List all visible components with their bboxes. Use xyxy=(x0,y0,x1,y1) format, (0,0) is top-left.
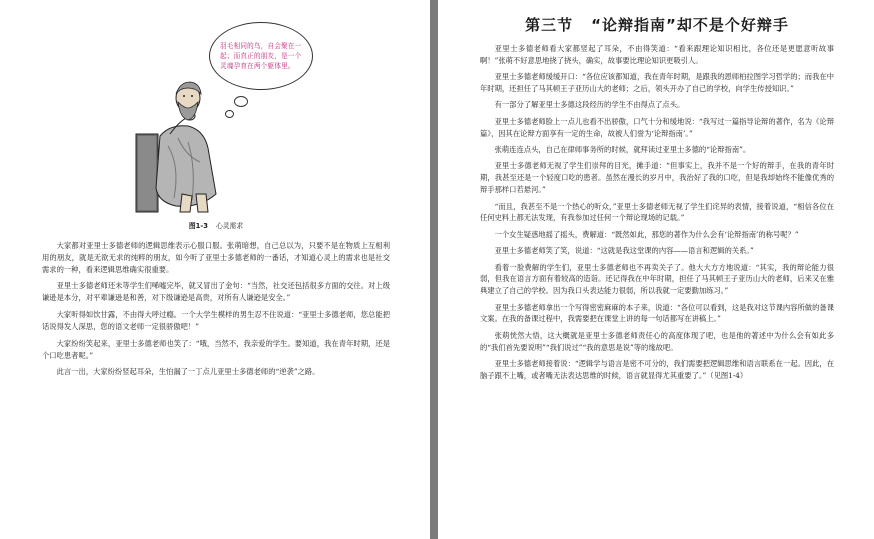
right-paragraph-8: 一个女生疑惑地摇了摇头，费解道：“既然如此，那您的著作为什么会有‘论辩指南’的称号呢？” xyxy=(494,229,799,239)
figure-title: 心灵需求 xyxy=(215,222,244,230)
right-paragraph-2: 亚里士多德老师缓缓开口：“各位应该都知道，我在青年时期，是跟我的恩师柏拉图学习哲学的；而我在中年时期，还担任了马其顿王子亚历山大的老师；之后，领头开办了自己的学校，向学生传授知识。” xyxy=(480,72,834,94)
right-paragraph-11: 亚里士多德老师拿出一个写得密密麻麻的本子来，说道：“各位可以看到，这是我对这节课内容所做的备课文案。在我的备课过程中，我需要把在课堂上讲的每一句话都写在讲稿上。” xyxy=(480,302,834,324)
section-title: “论辩指南”却不是个好辩手 xyxy=(591,16,789,34)
section-number: 第三节 xyxy=(525,16,574,34)
right-paragraph-9: 亚里士多德老师笑了笑，说道：“这就是我这堂课的内容——语言和逻辑的关系。” xyxy=(494,246,754,256)
left-paragraph-5: 此言一出，大家纷纷竖起耳朵，生怕漏了一丁点儿亚里士多德老师的“逆袭”之路。 xyxy=(56,367,320,377)
figure-label: 图1-3 xyxy=(188,222,208,230)
section-heading xyxy=(480,14,834,35)
right-paragraph-4: 亚里士多德老师脸上一点儿也看不出骄傲，口气十分和缓地说：“我写过一篇指导论辩的著作，名为《论辩篇》，因其在论辩方面享有一定的生命，故被人们誉为‘论辩指南’。” xyxy=(480,116,834,138)
aristotle-drawing xyxy=(130,76,240,216)
figure-illustration xyxy=(42,16,390,216)
right-paragraph-12: 张萌恍然大悟，这大概就是亚里士多德老师责任心的高度体现了吧，也是他的著述中为什么会有如此多的“我们首先要说明”“我们说过”“我的意思是说”等的缘故吧。 xyxy=(480,330,834,352)
left-paragraph-1: 大家都对亚里士多德老师的逻辑思维表示心服口服。张萌暗想，自己总以为，只要不是在物质上互相利用的朋友，就是无欲无求的纯粹的朋友，如今听了亚里士多德老师的一番话，才知道心灵上的需求也是社交需求的一种，看来逻辑思维确实很重要。 xyxy=(42,241,390,274)
right-paragraph-7: “而且，我甚至不是一个热心的听众，”亚里士多德老师无视了学生们诧异的表情，接着说道，“相信各位在任何史料上都无法发现，有我参加过任何一个辩论现场的记载。” xyxy=(480,201,834,223)
right-paragraph-6: 亚里士多德老师无视了学生们崇拜的目光，摊手道：“但事实上，我并不是一个好的辩手，在我的青年时期，我甚至还是一个轻度口吃的患者。虽然在漫长的岁月中，我治好了我的口吃，但是我却始终不能像优秀的辩手那样口若悬河。” xyxy=(480,161,834,195)
left-page xyxy=(0,0,430,539)
left-paragraph-4: 大家纷纷笑起来，亚里士多德老师也笑了：“哦，当然不，我亲爱的学生。要知道，我在青年时期，还是个口吃患者呢。” xyxy=(42,338,390,360)
figure-caption xyxy=(42,220,390,230)
right-paragraph-1: 亚里士多德老师看大家都竖起了耳朵，不由得笑道：“看来跟理论知识相比，各位还是更愿意听故事啊！”张萌不好意思地挠了挠头，确实，故事要比理论知识更吸引人。 xyxy=(480,44,834,65)
right-paragraph-10: 看着一脸费解的学生们，亚里士多德老师也不再卖关子了。他大大方方地说道：“其实，我的辩论能力很弱，但我在语言方面有着较高的造诣。还记得我在中年时期，担任了马其顿王子亚历山大的老师，后来又在雅典建立了自己的学校。因为我口头表达能力很弱，所以我就一定要勤加练习。” xyxy=(480,262,834,296)
speech-bubble-text: 羽毛相同的鸟，自会聚在一起；而真正的朋友，是一个灵魂孕育在两个躯体里。 xyxy=(220,41,302,71)
left-paragraph-3: 大家听得如饮甘露，不由得大呼过瘾。一个大学生模样的男生忍不住说道：“亚里士多德老师，您总能把话说得发人深思，您的语文老师一定很骄傲吧！” xyxy=(42,310,390,331)
right-page xyxy=(438,0,874,539)
right-paragraph-3: 有一部分了解亚里士多德这段经历的学生不由得点了点头。 xyxy=(494,100,685,110)
right-paragraph-5: 张萌连连点头，自己在律师事务所的时候，就拜读过亚里士多德的“论辩指南”。 xyxy=(494,145,751,155)
left-paragraph-2: 亚里士多德老师还未等学生们唏嘘完毕，就又冒出了金句：“当然，社交还包括很多方面的交往。对上级谦逊是本分，对平辈谦逊是和善，对下级谦逊是高贵，对所有人谦逊是安全。” xyxy=(42,281,390,303)
right-paragraph-13: 亚里士多德老师接着说：“逻辑学与语言是密不可分的，我们需要把逻辑思维和语言联系在一起。因此，在脑子跟不上嘴，或者嘴无法表达思维的时候，语言就显得尤其重要了。”（见图1-4） xyxy=(480,359,834,380)
